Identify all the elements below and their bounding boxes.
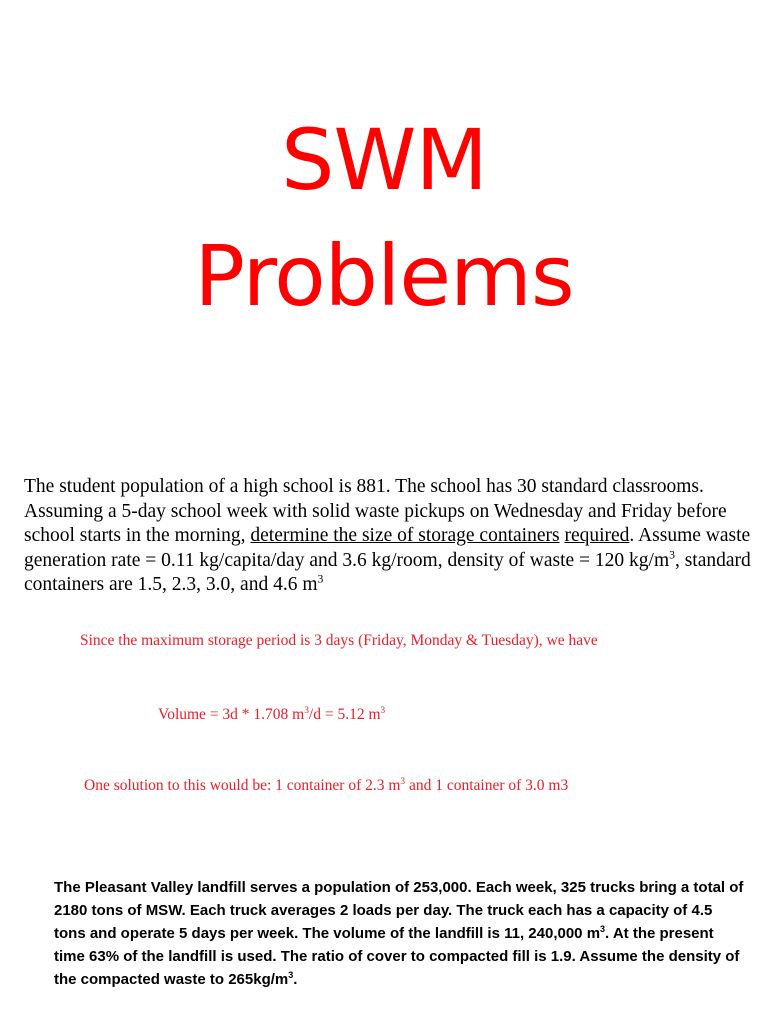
problem-2-statement bbox=[54, 876, 744, 991]
title-line-1: SWM bbox=[281, 111, 487, 209]
solution-line-2-sup-2: 3 bbox=[380, 705, 386, 716]
problem-1-text-b: . Assume waste generation rate = 0.11 kg/capita/day and 3.6 kg/room, density of waste = 120 kg/m bbox=[24, 525, 751, 571]
problem-2-sup-2: 3 bbox=[288, 970, 294, 980]
title-line-2: Problems bbox=[194, 227, 574, 325]
problem-2-text-b: . At the present time 63% of the landfill is used. The ratio of cover to compacted fill is 1.9. Assume the density of the compacted waste to 265kg/m bbox=[54, 925, 740, 988]
problem-2-sup-1: 3 bbox=[600, 924, 606, 934]
problem-2-text-c: . bbox=[293, 971, 298, 988]
problem-1-underlined-a: determine the size of storage containers bbox=[250, 525, 560, 546]
problem-1-text-a: The student population of a high school is 881. The school has 30 standard classrooms. Assuming a 5-day school week with solid waste pickups on Wednesday and Friday before school starts in the morning, bbox=[24, 476, 727, 546]
solution-line-1: Since the maximum storage period is 3 days (Friday, Monday & Tuesday), we have bbox=[80, 632, 598, 649]
solution-line-3-sup: 3 bbox=[400, 776, 406, 787]
solution-line-3-b: and 1 container of 3.0 m3 bbox=[405, 777, 569, 794]
solution-line-2-a: Volume = 3d * 1.708 m bbox=[158, 706, 305, 723]
solution-line-3-a: One solution to this would be: 1 container of 2.3 m bbox=[84, 777, 401, 794]
problem-1-text-c: , standard containers are 1.5, 2.3, 3.0, and 4.6 m bbox=[24, 549, 751, 595]
solution-line-3 bbox=[84, 777, 568, 795]
solution-line-2-sup-1: 3 bbox=[304, 705, 309, 716]
problem-1-sup-1: 3 bbox=[669, 548, 675, 561]
solution-line-2 bbox=[158, 706, 385, 724]
solution-line-2-b: /d = 5.12 m bbox=[308, 706, 381, 723]
problem-1-underlined-b: required bbox=[564, 525, 630, 546]
problem-1-sup-2: 3 bbox=[317, 572, 324, 586]
problem-2-text-a: The Pleasant Valley landfill serves a population of 253,000. Each week, 325 trucks bring a total of 2180 tons of MSW. Each truck averages 2 loads per day. The truck each has a capacity of 4.5 tons and operate 5 days per week. The volume of the landfill is 11, 240,000 m bbox=[54, 879, 744, 942]
problem-1-statement bbox=[24, 475, 760, 598]
